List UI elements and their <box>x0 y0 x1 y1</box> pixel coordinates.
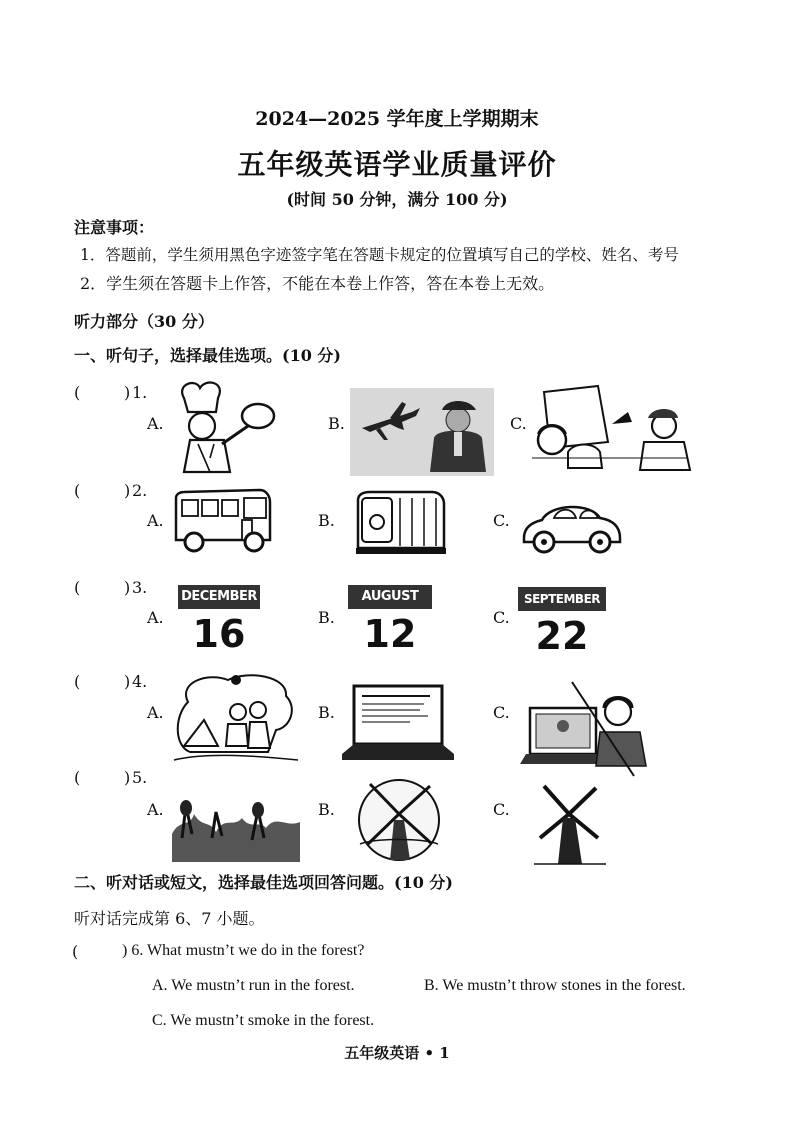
subway-image[interactable] <box>352 488 448 556</box>
option-c-label: C. <box>493 800 510 819</box>
laptop-image[interactable] <box>340 684 456 766</box>
question-number: 3. <box>132 578 148 597</box>
video-call-image[interactable] <box>520 680 650 778</box>
calendar-day-b[interactable]: 12 <box>363 612 417 656</box>
question-number: 1. <box>132 383 148 402</box>
option-a-label: A. <box>147 608 164 627</box>
answer-paren[interactable]: ( <box>74 383 81 402</box>
calendar-month-c: SEPTEMBER <box>518 587 606 611</box>
picnic-image[interactable] <box>168 672 302 768</box>
chef-image[interactable] <box>170 378 282 474</box>
pilot-image[interactable] <box>350 388 494 476</box>
answer-paren-close: ) <box>124 578 131 597</box>
answer-paren-close: ) <box>124 481 131 500</box>
question-number: 4. <box>132 672 148 691</box>
option-c-label: C. <box>510 414 527 433</box>
answer-paren[interactable]: ( <box>74 481 81 500</box>
exam-info: (时间 50 分钟，满分 100 分) <box>286 190 508 209</box>
section2-heading: 二、听对话或短文，选择最佳选项回答问题。(10 分) <box>74 873 453 892</box>
calendar-day-a[interactable]: 16 <box>192 612 246 656</box>
section1-heading: 一、听句子，选择最佳选项。(10 分) <box>74 346 341 365</box>
bus-image[interactable] <box>172 488 272 554</box>
listening-heading: 听力部分（30 分） <box>74 312 214 331</box>
calendar-day-c[interactable]: 22 <box>535 614 589 658</box>
answer-paren-close: ) <box>124 672 131 691</box>
answer-paren[interactable]: ( <box>74 578 81 597</box>
option-c-label: C. <box>493 608 510 627</box>
question-stem: ) 6. What mustn’t we do in the forest? <box>122 942 365 959</box>
option-b-label: B. <box>318 800 335 819</box>
notes-heading: 注意事项： <box>74 218 155 237</box>
option-a-label: A. <box>147 414 164 433</box>
windmill-scene-image[interactable] <box>356 774 442 866</box>
windmill-image[interactable] <box>526 780 612 866</box>
section2-instruction: 听对话完成第 6、7 小题。 <box>74 909 265 928</box>
answer-paren[interactable]: ( <box>74 768 81 787</box>
note-item-2: 2．学生须在答题卡上作答，不能在本卷上作答，答在本卷上无效。 <box>80 274 555 293</box>
exam-title: 五年级英语学业质量评价 <box>237 148 557 181</box>
calendar-month-b: AUGUST <box>348 585 432 609</box>
option-a-label: A. <box>147 800 164 819</box>
option-c-label: C. <box>493 703 510 722</box>
option-b-label: B. <box>318 703 335 722</box>
answer-paren[interactable]: ( <box>74 672 81 691</box>
option-c-label: C. <box>493 511 510 530</box>
page-footer: 五年级英语 • 1 <box>344 1044 450 1062</box>
note-item-1: 1．答题前，学生须用黑色字迹签字笔在答题卡规定的位置填写自己的学校、姓名、考号 <box>80 246 679 264</box>
option-b-label: B. <box>328 414 345 433</box>
option-b-label: B. <box>318 511 335 530</box>
doctor-image[interactable] <box>528 382 692 472</box>
option-b-label: B. <box>318 608 335 627</box>
calendar-month-a: DECEMBER <box>178 585 260 609</box>
answer-paren[interactable]: ( <box>72 942 79 961</box>
tulips-image[interactable] <box>172 798 300 864</box>
option-a[interactable]: A. We mustn’t run in the forest. <box>152 977 355 994</box>
exam-term: 2024—2025 学年度上学期期末 <box>255 108 539 130</box>
option-a-label: A. <box>147 703 164 722</box>
option-c[interactable]: C. We mustn’t smoke in the forest. <box>152 1012 375 1029</box>
answer-paren-close: ) <box>124 383 131 402</box>
answer-paren-close: ) <box>124 768 131 787</box>
car-image[interactable] <box>520 494 624 558</box>
question-number: 2. <box>132 481 148 500</box>
option-a-label: A. <box>147 511 164 530</box>
option-b[interactable]: B. We mustn’t throw stones in the forest. <box>424 977 686 994</box>
question-number: 5. <box>132 768 148 787</box>
